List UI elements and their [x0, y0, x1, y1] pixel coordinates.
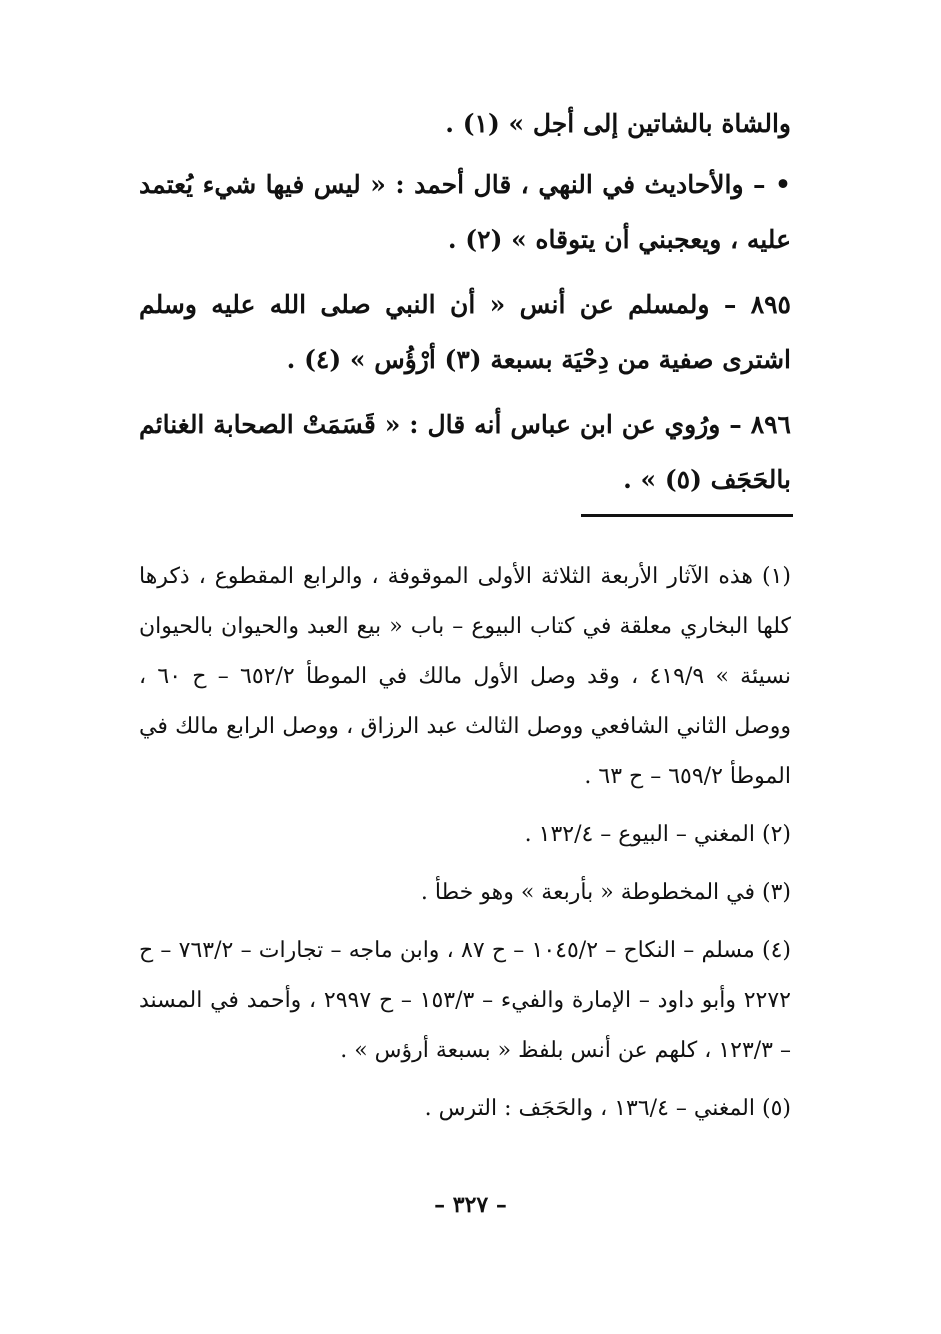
footnote-3: (٣) في المخطوطة « بأربعة » وهو خطأ .	[420, 880, 791, 905]
main-text	[139, 96, 791, 517]
footnote-5: (٥) المغني – ١٣٦/٤ ، والحَجَف : الترس .	[424, 1096, 791, 1121]
footnote-divider	[581, 514, 793, 517]
page-number: – ٣٢٧ –	[434, 1192, 507, 1218]
hadith-paragraph-895: ٨٩٥ – ولمسلم عن أنس « أن النبي صلى الله عليه وسلم اشترى صفية من دِحْيَة بسبعة (٣) أرْؤُس » (٤) .	[139, 290, 791, 374]
main-paragraph: والشاة بالشاتين إلى أجل » (١) .	[445, 109, 791, 138]
footnote-2: (٢) المغني – البيوع – ١٣٢/٤ .	[524, 822, 791, 847]
hadith-paragraph-896: ٨٩٦ – ورُوي عن ابن عباس أنه قال : « قَسَمَتْ الصحابة الغنائم بالحَجَف (٥) » .	[139, 410, 791, 494]
footnote-4: (٤) مسلم – النكاح – ١٠٤٥/٢ – ح ٨٧ ، وابن ماجه – تجارات – ٧٦٣/٢ – ح ٢٢٧٢ وأبو داود – الإمارة والفيء – ١٥٣/٣ – ح ٢٩٩٧ ، وأحمد في المسند – ١٢٣/٣ ، كلهم عن أنس بلفظ « بسبعة أرؤس » .	[139, 938, 792, 1063]
main-paragraph: • – والأحاديث في النهي ، قال أحمد : « ليس فيها شيء يُعتمد عليه ، ويعجبني أن يتوقاه » (٢) .	[139, 170, 791, 254]
footnote-1: (١) هذه الآثار الأربعة الثلاثة الأولى الموقوفة ، والرابع المقطوع ، ذكرها كلها البخاري معلقة في كتاب البيوع – باب « بيع العبد والحيوان بالحيوان نسيئة » ٤١٩/٩ ، وقد وصل الأول مالك في الموطأ ٦٥٢/٢ – ح ٦٠ ، ووصل الثاني الشافعي ووصل الثالث عبد الرزاق ، ووصل الرابع مالك في الموطأ ٦٥٩/٢ – ح ٦٣ .	[139, 564, 791, 789]
footnotes	[139, 552, 791, 1134]
